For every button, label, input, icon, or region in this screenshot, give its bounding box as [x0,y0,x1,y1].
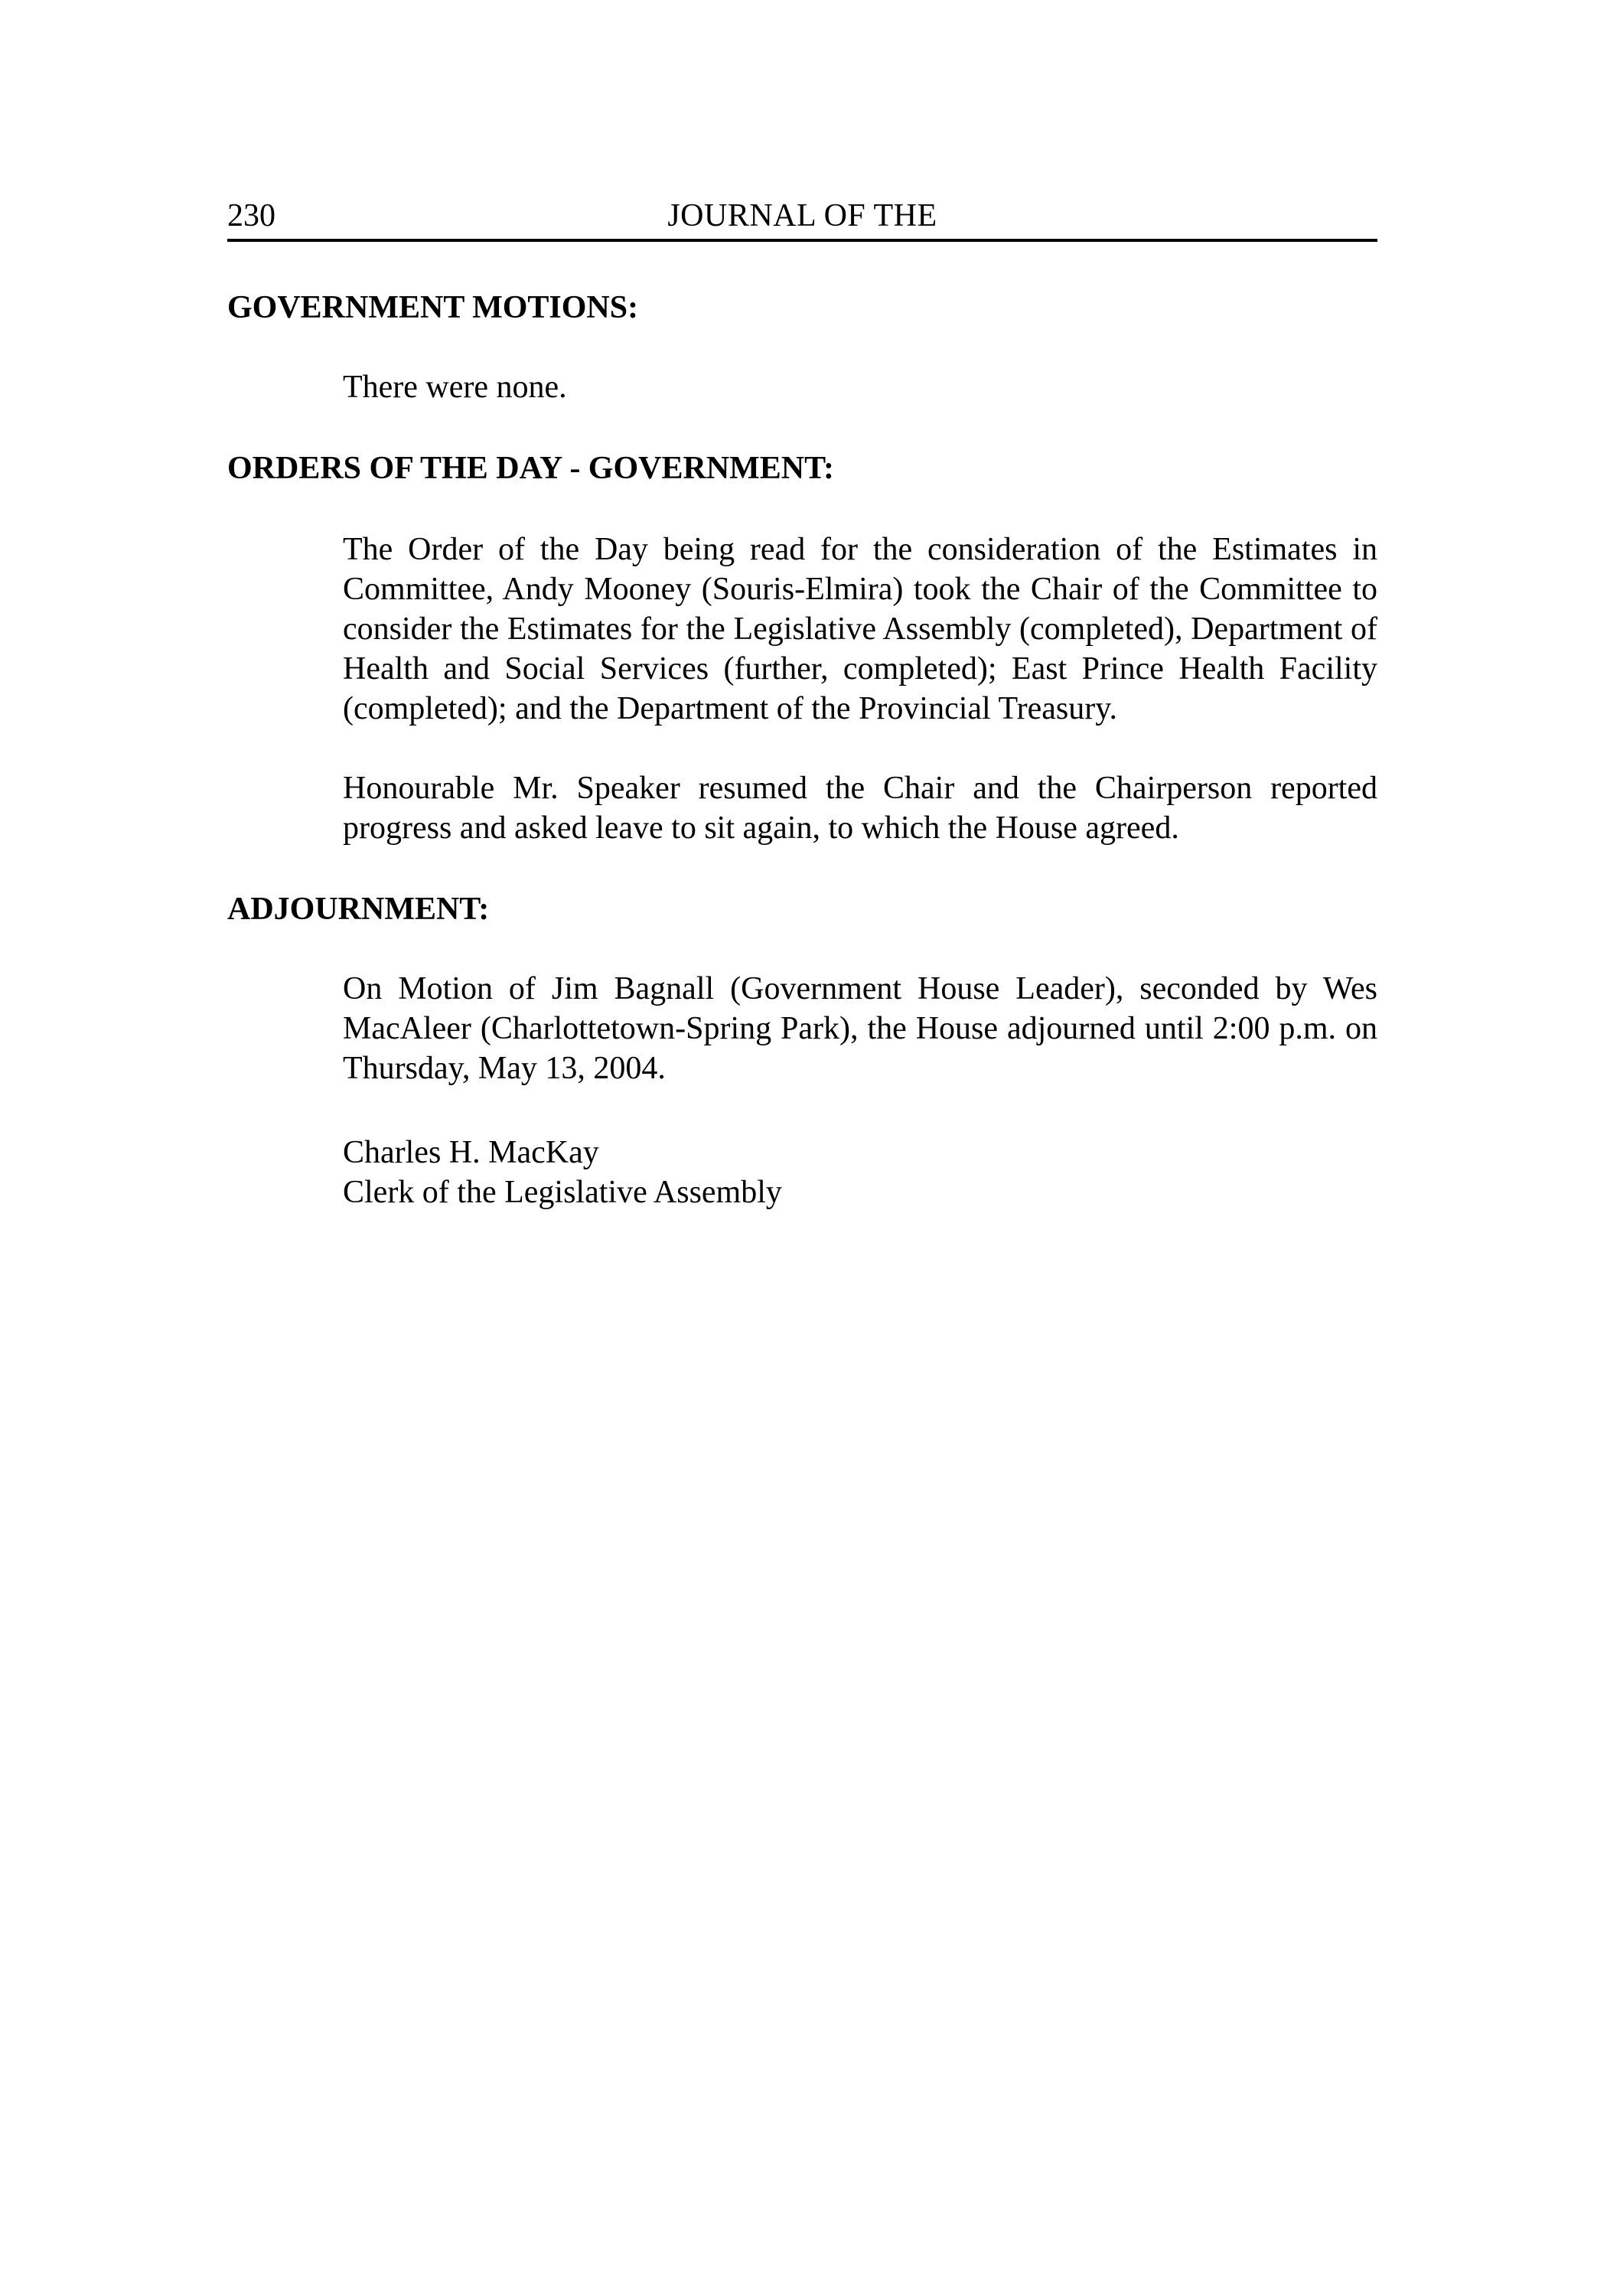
clerk-signature-block [343,1133,782,1212]
journal-title: JOURNAL OF THE [667,198,937,233]
page-number: 230 [227,198,275,233]
adjournment-heading: ADJOURNMENT: [227,892,490,927]
running-header [227,194,1377,242]
clerk-title: Clerk of the Legislative Assembly [343,1175,782,1210]
orders-of-the-day-paragraph-1: The Order of the Day being read for the consideration of the Estimates in Committee, Andy Mooney (Souris-Elmira) took the Chair of the Committee to consider the Estimates for the Legislative Assembly (completed), Department of Health and Social Services (further, completed); East Prince Health Facility (completed); and the Department of the Provincial Treasury. [343,532,1377,726]
adjournment-text: On Motion of Jim Bagnall (Government House Leader), seconded by Wes MacAleer (Charlottetown-Spring Park), the House adjourned until 2:00 p.m. on Thursday, May 13, 2004. [343,971,1377,1086]
government-motions-text: There were none. [343,370,567,405]
government-motions-heading: GOVERNMENT MOTIONS: [227,290,639,325]
clerk-name: Charles H. MacKay [343,1135,599,1170]
orders-of-the-day-heading: ORDERS OF THE DAY - GOVERNMENT: [227,451,835,486]
orders-of-the-day-paragraph-2: Honourable Mr. Speaker resumed the Chair and the Chairperson reported progress and asked leave to sit again, to which the House agreed. [343,771,1377,846]
